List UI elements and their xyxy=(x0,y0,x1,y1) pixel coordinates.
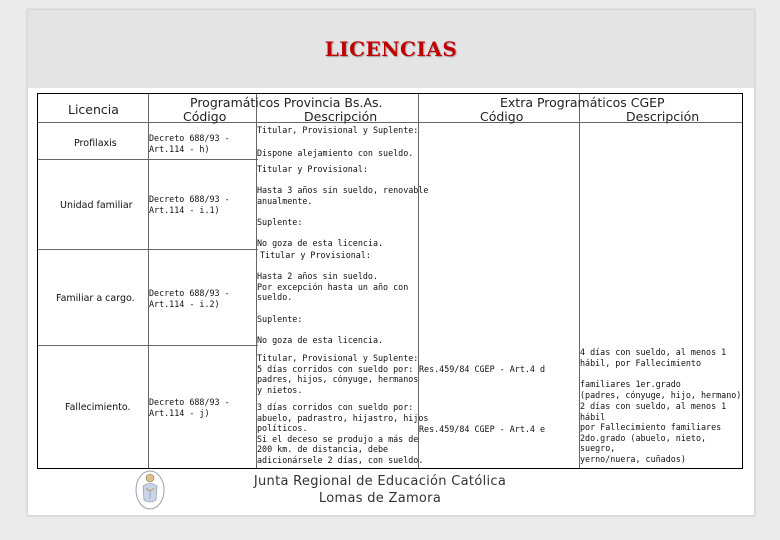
licencias-table xyxy=(37,93,743,469)
desc-line: Hasta 3 años sin sueldo, renovable xyxy=(257,185,429,195)
desc-line: 5 días corridos con sueldo por: xyxy=(257,363,414,374)
desc-line: Si el deceso se produjo a más de xyxy=(257,433,419,444)
footer-line-2: Lomas de Zamora xyxy=(318,491,442,506)
desc-line: adicionársele 2 días, con sueldo. xyxy=(257,454,424,465)
page-title: LICENCIAS xyxy=(324,37,458,61)
desc-line: sueldo. xyxy=(257,292,293,303)
header-cgep-descripcion: Descripción xyxy=(626,109,700,124)
familiar-desc-b xyxy=(257,271,408,303)
desc-line: abuelo, padrastro, hijastro, hijos xyxy=(257,412,429,423)
familiar-codigo xyxy=(149,288,230,309)
row-label-fallecimiento: Fallecimiento. xyxy=(65,402,131,413)
desc-line: Por excepción hasta un año con xyxy=(257,281,409,292)
header-prov-codigo: Código xyxy=(183,109,227,124)
codigo-line: Decreto 688/93 - xyxy=(149,288,230,298)
row-label-familiar-a-cargo: Familiar a cargo. xyxy=(56,293,135,304)
desc-line: 200 km. de distancia, debe xyxy=(257,444,389,455)
desc-line: políticos. xyxy=(257,423,308,434)
profilaxis-desc-a: Titular, Provisional y Suplente: xyxy=(257,125,419,135)
fallecimiento-desc-b xyxy=(257,402,428,466)
desc-line: hábil, por Fallecimiento xyxy=(580,357,702,368)
footer-line-1: Junta Regional de Educación Católica xyxy=(253,474,507,489)
familiar-desc-a: Titular y Provisional: xyxy=(260,250,371,260)
fallecimiento-cgep-desc-b xyxy=(580,379,741,400)
fallecimiento-cgep-desc-a xyxy=(580,347,726,368)
desc-line: 4 días con sueldo, al menos 1 xyxy=(580,347,727,357)
fallecimiento-cgep-desc-c xyxy=(580,401,742,465)
codigo-line: Art.114 - i.1) xyxy=(149,204,220,215)
codigo-line: Decreto 688/93 - xyxy=(149,133,230,143)
unidad-desc-b xyxy=(257,185,428,206)
familiar-desc-d: No goza de esta licencia. xyxy=(257,335,384,345)
row-divider xyxy=(38,249,258,250)
unidad-desc-a: Titular y Provisional: xyxy=(257,164,368,174)
desc-line: (padres, cónyuge, hijo, hermano) xyxy=(580,389,742,400)
desc-line: yerno/nuera, cuñados) xyxy=(580,453,686,464)
unidad-codigo xyxy=(149,194,230,215)
desc-line: anualmente. xyxy=(257,195,313,206)
desc-line: 2 días con sueldo, al menos 1 hábil xyxy=(580,401,727,422)
fallecimiento-cgep-codigo-b: Res.459/84 CGEP - Art.4 e xyxy=(419,424,546,434)
unidad-desc-c: Suplente: xyxy=(257,217,303,227)
desc-line: 2do.grado (abuelo, nieto, suegro, xyxy=(580,432,707,454)
row-divider xyxy=(38,159,258,160)
catholic-board-logo-icon xyxy=(133,466,167,512)
desc-line: familiares 1er.grado xyxy=(580,379,681,389)
header-cgep-group: Extra Programáticos CGEP xyxy=(500,95,665,110)
row-divider xyxy=(38,345,258,346)
profilaxis-desc-b: Dispone alejamiento con sueldo. xyxy=(257,148,414,158)
desc-line: 3 días corridos con sueldo por: xyxy=(257,402,414,412)
codigo-line: Art.114 - i.2) xyxy=(149,298,220,309)
fallecimiento-codigo xyxy=(149,397,230,418)
codigo-line: Decreto 688/93 - xyxy=(149,194,230,204)
header-cgep-codigo: Código xyxy=(480,109,524,124)
profilaxis-codigo xyxy=(149,133,230,154)
desc-line: padres, hijos, cónyuge, hermanos xyxy=(257,374,419,385)
unidad-desc-d: No goza de esta licencia. xyxy=(257,238,384,248)
row-label-unidad-familiar: Unidad familiar xyxy=(60,200,133,211)
desc-line: y nietos. xyxy=(257,384,303,395)
familiar-desc-c: Suplente: xyxy=(257,314,303,324)
fallecimiento-desc-a xyxy=(257,353,418,395)
row-label-profilaxis: Profilaxis xyxy=(74,138,117,149)
codigo-line: Art.114 - j) xyxy=(149,407,210,418)
fallecimiento-cgep-codigo-a: Res.459/84 CGEP - Art.4 d xyxy=(419,364,546,374)
desc-line: Hasta 2 años sin sueldo. xyxy=(257,271,379,281)
footer xyxy=(180,473,580,507)
codigo-line: Decreto 688/93 - xyxy=(149,397,230,407)
desc-line: Titular, Provisional y Suplente: xyxy=(257,353,419,363)
codigo-line: Art.114 - h) xyxy=(149,143,210,154)
header-licencia: Licencia xyxy=(68,102,119,117)
header-prov-descripcion: Descripción xyxy=(304,109,378,124)
header-prov-group: Programáticos Provincia Bs.As. xyxy=(190,95,383,110)
desc-line: por Fallecimiento familiares xyxy=(580,422,722,433)
